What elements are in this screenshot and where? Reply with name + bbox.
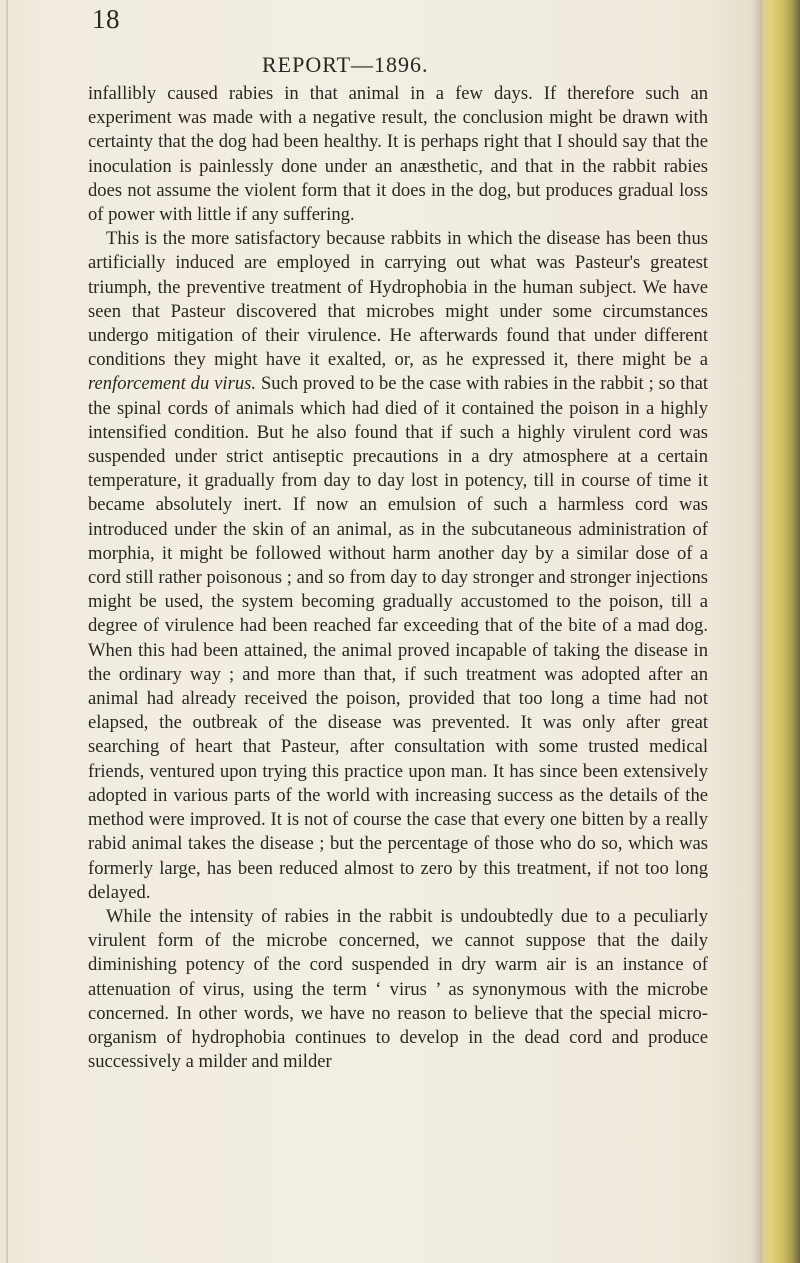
paragraph-text-before: This is the more satisfactory because rabbits in which the disease has been thus artificially induced are employed in carrying out what was Pasteur's greatest triumph, the preventive treatment of Hydrophobia in the human subject. We have seen that Pasteur discovered that microbes might under some circumstances undergo mitigation of their virulence. He afterwards found that under different conditions they might have it exalted, or, as he expressed it, there might be a (88, 228, 708, 371)
body-text (88, 82, 708, 1074)
paragraph-inoculation: infallibly caused rabies in that animal in a few days. If therefore such an experiment was made with a negative result, the conclusion might be drawn with certainty that the dog had been healthy. It is perhaps right that I should say that the inoculation is painlessly done under an anæsthetic, and that in the rabbit rabies does not assume the violent form that it does in the dog, but produces gradual loss of power with little if any suffering. (88, 83, 708, 226)
italic-phrase: renforcement du virus. (88, 373, 257, 395)
paragraph-pasteur-treatment (88, 227, 708, 905)
binding-shadow (6, 0, 8, 1263)
paragraph-text-after: Such proved to be the case with rabies in the rabbit ; so that the spinal cords of animals which had died of it contained the poison in a highly intensified condition. But he also found that if such a highly virulent cord was suspended under strict antiseptic precautions in a dry atmosphere at a certain temperature, it gradually from day to day lost in potency, till in course of time it became absolutely inert. If now an emulsion of such a harmless cord was introduced under the skin of an animal, as in the subcutaneous administration of morphia, it might be followed without harm another day by a similar dose of a cord still rather poisonous ; and so from day to day stronger and stronger injections might be used, the system becoming gradually accustomed to the poison, till a degree of virulence had been reached far exceeding that of the bite of a mad dog. When this had been attained, the animal proved incapable of taking the disease in the ordinary way ; and more than that, if such treatment was adopted after an animal had already received the poison, provided that too long a time had not elapsed, the outbreak of the disease was prevented. It was only after great searching of heart that Pasteur, after consultation with some trusted medical friends, ventured upon trying this practice upon man. It has since been extensively adopted in various parts of the world with increasing success as the details of the method were improved. It is not of course the case that every one bitten by a really rabid animal takes the disease ; but the percentage of those who do so, which was formerly large, has been reduced almost to zero by this treatment, if not too long delayed. (88, 373, 709, 903)
book-edge-strip (762, 0, 800, 1263)
paragraph-virus-attenuation: While the intensity of rabies in the rabbit is undoubtedly due to a peculiarly virulent form of the microbe concerned, we cannot suppose that the daily diminishing potency of the cord suspended in dry warm air is an instance of attenuation of virus, using the term ‘ virus ’ as synonymous with the microbe concerned. In other words, we have no reason to believe that the special micro-organism of hydrophobia continues to develop in the dead cord and produce successively a milder and milder (88, 905, 708, 1073)
page-number: 18 (92, 4, 120, 34)
running-title: REPORT—1896. (262, 52, 429, 77)
